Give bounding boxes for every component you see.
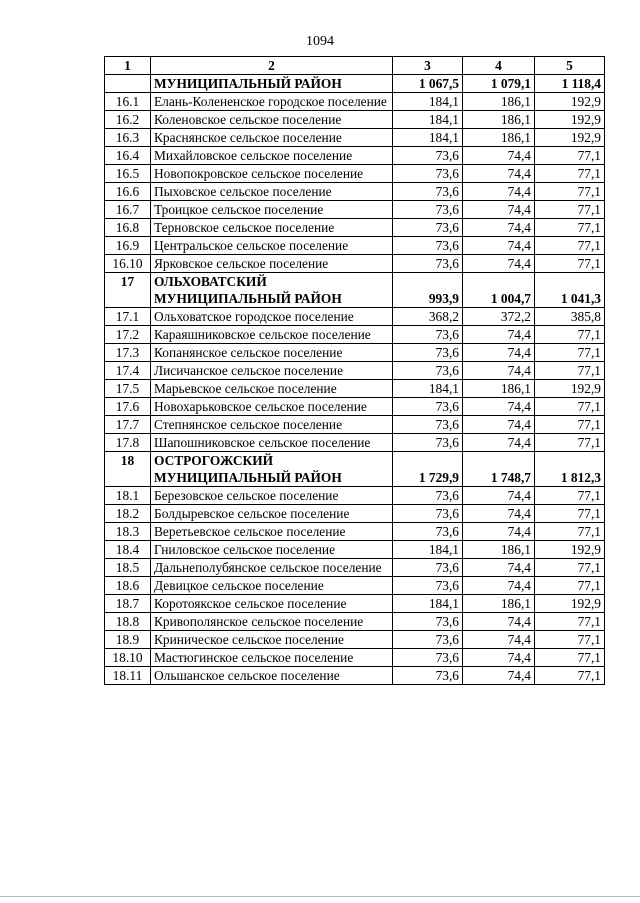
value-col-5: 77,1 bbox=[535, 344, 605, 362]
row-name: Кривополянское сельское поселение bbox=[151, 613, 393, 631]
row-name: Новохарьковское сельское поселение bbox=[151, 398, 393, 416]
table-row bbox=[105, 237, 605, 255]
table-row bbox=[105, 219, 605, 237]
value-col-3: 73,6 bbox=[393, 255, 463, 273]
table-body bbox=[105, 75, 605, 685]
row-number: 17.3 bbox=[105, 344, 151, 362]
value-col-4: 186,1 bbox=[463, 111, 535, 129]
table-row bbox=[105, 93, 605, 111]
value-col-3: 73,6 bbox=[393, 613, 463, 631]
row-number: 17 bbox=[105, 273, 151, 308]
row-number: 18.4 bbox=[105, 541, 151, 559]
row-number: 18 bbox=[105, 452, 151, 487]
value-col-3: 73,6 bbox=[393, 523, 463, 541]
row-name: Шапошниковское сельское поселение bbox=[151, 434, 393, 452]
value-col-5: 77,1 bbox=[535, 613, 605, 631]
row-number: 17.5 bbox=[105, 380, 151, 398]
value-col-5: 77,1 bbox=[535, 667, 605, 685]
value-col-3: 73,6 bbox=[393, 649, 463, 667]
value-col-5: 77,1 bbox=[535, 237, 605, 255]
row-name: Гниловское сельское поселение bbox=[151, 541, 393, 559]
table-row bbox=[105, 308, 605, 326]
header-col-4: 4 bbox=[463, 57, 535, 75]
value-col-4: 74,4 bbox=[463, 326, 535, 344]
row-number: 18.11 bbox=[105, 667, 151, 685]
district-row bbox=[105, 452, 605, 487]
value-col-4: 74,4 bbox=[463, 631, 535, 649]
table-row bbox=[105, 111, 605, 129]
value-col-3: 73,6 bbox=[393, 416, 463, 434]
value-col-4: 186,1 bbox=[463, 129, 535, 147]
value-col-5: 1 041,3 bbox=[535, 273, 605, 308]
row-name: Терновское сельское поселение bbox=[151, 219, 393, 237]
table-row bbox=[105, 398, 605, 416]
row-name: Коротоякское сельское поселение bbox=[151, 595, 393, 613]
table-row bbox=[105, 577, 605, 595]
row-number: 18.9 bbox=[105, 631, 151, 649]
row-number: 18.5 bbox=[105, 559, 151, 577]
value-col-5: 192,9 bbox=[535, 93, 605, 111]
row-name: Краснянское сельское поселение bbox=[151, 129, 393, 147]
row-number: 18.8 bbox=[105, 613, 151, 631]
value-col-3: 73,6 bbox=[393, 631, 463, 649]
row-name: Караяшниковское сельское поселение bbox=[151, 326, 393, 344]
value-col-3: 184,1 bbox=[393, 111, 463, 129]
row-number: 17.8 bbox=[105, 434, 151, 452]
table-row bbox=[105, 559, 605, 577]
row-number: 16.1 bbox=[105, 93, 151, 111]
value-col-3: 184,1 bbox=[393, 129, 463, 147]
value-col-4: 74,4 bbox=[463, 416, 535, 434]
value-col-3: 1 067,5 bbox=[393, 75, 463, 93]
row-number: 18.6 bbox=[105, 577, 151, 595]
value-col-3: 73,6 bbox=[393, 434, 463, 452]
value-col-5: 77,1 bbox=[535, 523, 605, 541]
value-col-3: 184,1 bbox=[393, 380, 463, 398]
row-number: 18.7 bbox=[105, 595, 151, 613]
value-col-4: 186,1 bbox=[463, 93, 535, 111]
value-col-5: 77,1 bbox=[535, 434, 605, 452]
table-row bbox=[105, 362, 605, 380]
table-row bbox=[105, 631, 605, 649]
value-col-5: 77,1 bbox=[535, 219, 605, 237]
value-col-4: 1 079,1 bbox=[463, 75, 535, 93]
value-col-5: 77,1 bbox=[535, 416, 605, 434]
value-col-4: 74,4 bbox=[463, 649, 535, 667]
row-name: МУНИЦИПАЛЬНЫЙ РАЙОН bbox=[151, 75, 393, 93]
row-number: 18.2 bbox=[105, 505, 151, 523]
value-col-4: 186,1 bbox=[463, 541, 535, 559]
table-row bbox=[105, 649, 605, 667]
value-col-3: 73,6 bbox=[393, 505, 463, 523]
table-row bbox=[105, 255, 605, 273]
value-col-3: 73,6 bbox=[393, 362, 463, 380]
bottom-rule bbox=[0, 896, 640, 897]
row-name: Лисичанское сельское поселение bbox=[151, 362, 393, 380]
value-col-3: 73,6 bbox=[393, 237, 463, 255]
row-number: 17.6 bbox=[105, 398, 151, 416]
row-number: 18.10 bbox=[105, 649, 151, 667]
value-col-4: 1 748,7 bbox=[463, 452, 535, 487]
header-col-3: 3 bbox=[393, 57, 463, 75]
row-number: 17.7 bbox=[105, 416, 151, 434]
value-col-3: 993,9 bbox=[393, 273, 463, 308]
row-number: 17.1 bbox=[105, 308, 151, 326]
district-row bbox=[105, 273, 605, 308]
row-number: 16.8 bbox=[105, 219, 151, 237]
table-row bbox=[105, 523, 605, 541]
budget-table bbox=[104, 56, 605, 685]
value-col-5: 77,1 bbox=[535, 559, 605, 577]
row-name: Елань-Колененское городское поселение bbox=[151, 93, 393, 111]
header-row bbox=[105, 57, 605, 75]
value-col-5: 192,9 bbox=[535, 111, 605, 129]
row-name: Коленовское сельское поселение bbox=[151, 111, 393, 129]
row-name: Ярковское сельское поселение bbox=[151, 255, 393, 273]
value-col-4: 74,4 bbox=[463, 362, 535, 380]
table-row bbox=[105, 147, 605, 165]
value-col-3: 73,6 bbox=[393, 487, 463, 505]
value-col-5: 385,8 bbox=[535, 308, 605, 326]
value-col-3: 368,2 bbox=[393, 308, 463, 326]
value-col-4: 74,4 bbox=[463, 523, 535, 541]
value-col-5: 1 812,3 bbox=[535, 452, 605, 487]
value-col-3: 73,6 bbox=[393, 183, 463, 201]
row-number: 16.3 bbox=[105, 129, 151, 147]
value-col-5: 77,1 bbox=[535, 326, 605, 344]
table-row bbox=[105, 165, 605, 183]
table-row bbox=[105, 183, 605, 201]
table-row bbox=[105, 326, 605, 344]
row-name: Дальнеполубянское сельское поселение bbox=[151, 559, 393, 577]
table-row bbox=[105, 434, 605, 452]
value-col-3: 73,6 bbox=[393, 344, 463, 362]
row-name: ОСТРОГОЖСКИЙ МУНИЦИПАЛЬНЫЙ РАЙОН bbox=[151, 452, 393, 487]
value-col-5: 192,9 bbox=[535, 129, 605, 147]
value-col-4: 74,4 bbox=[463, 255, 535, 273]
row-name: Новопокровское сельское поселение bbox=[151, 165, 393, 183]
value-col-3: 73,6 bbox=[393, 219, 463, 237]
value-col-3: 73,6 bbox=[393, 201, 463, 219]
value-col-4: 74,4 bbox=[463, 201, 535, 219]
value-col-5: 77,1 bbox=[535, 201, 605, 219]
value-col-5: 192,9 bbox=[535, 541, 605, 559]
row-number: 16.9 bbox=[105, 237, 151, 255]
table-row bbox=[105, 487, 605, 505]
value-col-4: 1 004,7 bbox=[463, 273, 535, 308]
value-col-3: 184,1 bbox=[393, 541, 463, 559]
row-name: Троицкое сельское поселение bbox=[151, 201, 393, 219]
row-name: Болдыревское сельское поселение bbox=[151, 505, 393, 523]
table-row bbox=[105, 505, 605, 523]
row-name: Веретьевское сельское поселение bbox=[151, 523, 393, 541]
value-col-5: 77,1 bbox=[535, 255, 605, 273]
row-name: Девицкое сельское поселение bbox=[151, 577, 393, 595]
value-col-4: 74,4 bbox=[463, 183, 535, 201]
value-col-4: 74,4 bbox=[463, 613, 535, 631]
header-col-1: 1 bbox=[105, 57, 151, 75]
row-name: Криническое сельское поселение bbox=[151, 631, 393, 649]
value-col-4: 74,4 bbox=[463, 219, 535, 237]
row-name: ОЛЬХОВАТСКИЙ МУНИЦИПАЛЬНЫЙ РАЙОН bbox=[151, 273, 393, 308]
row-name: Копанянское сельское поселение bbox=[151, 344, 393, 362]
value-col-5: 192,9 bbox=[535, 595, 605, 613]
table-row bbox=[105, 380, 605, 398]
value-col-4: 74,4 bbox=[463, 434, 535, 452]
value-col-4: 74,4 bbox=[463, 237, 535, 255]
value-col-5: 77,1 bbox=[535, 505, 605, 523]
value-col-3: 73,6 bbox=[393, 559, 463, 577]
row-number: 16.10 bbox=[105, 255, 151, 273]
value-col-4: 74,4 bbox=[463, 559, 535, 577]
value-col-4: 372,2 bbox=[463, 308, 535, 326]
value-col-5: 77,1 bbox=[535, 487, 605, 505]
district-row bbox=[105, 75, 605, 93]
value-col-3: 73,6 bbox=[393, 165, 463, 183]
value-col-5: 77,1 bbox=[535, 649, 605, 667]
header-col-2: 2 bbox=[151, 57, 393, 75]
table-row bbox=[105, 416, 605, 434]
value-col-3: 73,6 bbox=[393, 398, 463, 416]
row-name: Пыховское сельское поселение bbox=[151, 183, 393, 201]
value-col-4: 74,4 bbox=[463, 147, 535, 165]
row-number: 18.1 bbox=[105, 487, 151, 505]
value-col-5: 192,9 bbox=[535, 380, 605, 398]
value-col-4: 74,4 bbox=[463, 344, 535, 362]
value-col-4: 74,4 bbox=[463, 398, 535, 416]
table-row bbox=[105, 667, 605, 685]
value-col-5: 77,1 bbox=[535, 183, 605, 201]
row-name: Ольшанское сельское поселение bbox=[151, 667, 393, 685]
row-number: 16.2 bbox=[105, 111, 151, 129]
value-col-3: 73,6 bbox=[393, 577, 463, 595]
row-name: Мастюгинское сельское поселение bbox=[151, 649, 393, 667]
row-name: Березовское сельское поселение bbox=[151, 487, 393, 505]
row-name: Центральское сельское поселение bbox=[151, 237, 393, 255]
value-col-5: 77,1 bbox=[535, 165, 605, 183]
value-col-3: 73,6 bbox=[393, 667, 463, 685]
value-col-5: 1 118,4 bbox=[535, 75, 605, 93]
row-number: 18.3 bbox=[105, 523, 151, 541]
value-col-4: 186,1 bbox=[463, 380, 535, 398]
value-col-5: 77,1 bbox=[535, 147, 605, 165]
table-row bbox=[105, 129, 605, 147]
table-row bbox=[105, 613, 605, 631]
row-name: Степнянское сельское поселение bbox=[151, 416, 393, 434]
table-row bbox=[105, 201, 605, 219]
value-col-5: 77,1 bbox=[535, 577, 605, 595]
value-col-4: 74,4 bbox=[463, 165, 535, 183]
row-number: 16.7 bbox=[105, 201, 151, 219]
row-number: 16.5 bbox=[105, 165, 151, 183]
row-number bbox=[105, 75, 151, 93]
value-col-3: 184,1 bbox=[393, 595, 463, 613]
value-col-4: 74,4 bbox=[463, 667, 535, 685]
value-col-4: 74,4 bbox=[463, 487, 535, 505]
row-number: 16.6 bbox=[105, 183, 151, 201]
row-name: Михайловское сельское поселение bbox=[151, 147, 393, 165]
value-col-5: 77,1 bbox=[535, 631, 605, 649]
row-name: Марьевское сельское поселение bbox=[151, 380, 393, 398]
value-col-5: 77,1 bbox=[535, 398, 605, 416]
value-col-3: 73,6 bbox=[393, 147, 463, 165]
page-number: 1094 bbox=[306, 34, 334, 49]
value-col-3: 1 729,9 bbox=[393, 452, 463, 487]
row-number: 17.4 bbox=[105, 362, 151, 380]
row-number: 16.4 bbox=[105, 147, 151, 165]
value-col-3: 184,1 bbox=[393, 93, 463, 111]
value-col-5: 77,1 bbox=[535, 362, 605, 380]
table-row bbox=[105, 344, 605, 362]
value-col-4: 74,4 bbox=[463, 577, 535, 595]
value-col-4: 186,1 bbox=[463, 595, 535, 613]
row-name: Ольховатское городское поселение bbox=[151, 308, 393, 326]
row-number: 17.2 bbox=[105, 326, 151, 344]
table-row bbox=[105, 541, 605, 559]
table-row bbox=[105, 595, 605, 613]
value-col-4: 74,4 bbox=[463, 505, 535, 523]
header-col-5: 5 bbox=[535, 57, 605, 75]
value-col-3: 73,6 bbox=[393, 326, 463, 344]
